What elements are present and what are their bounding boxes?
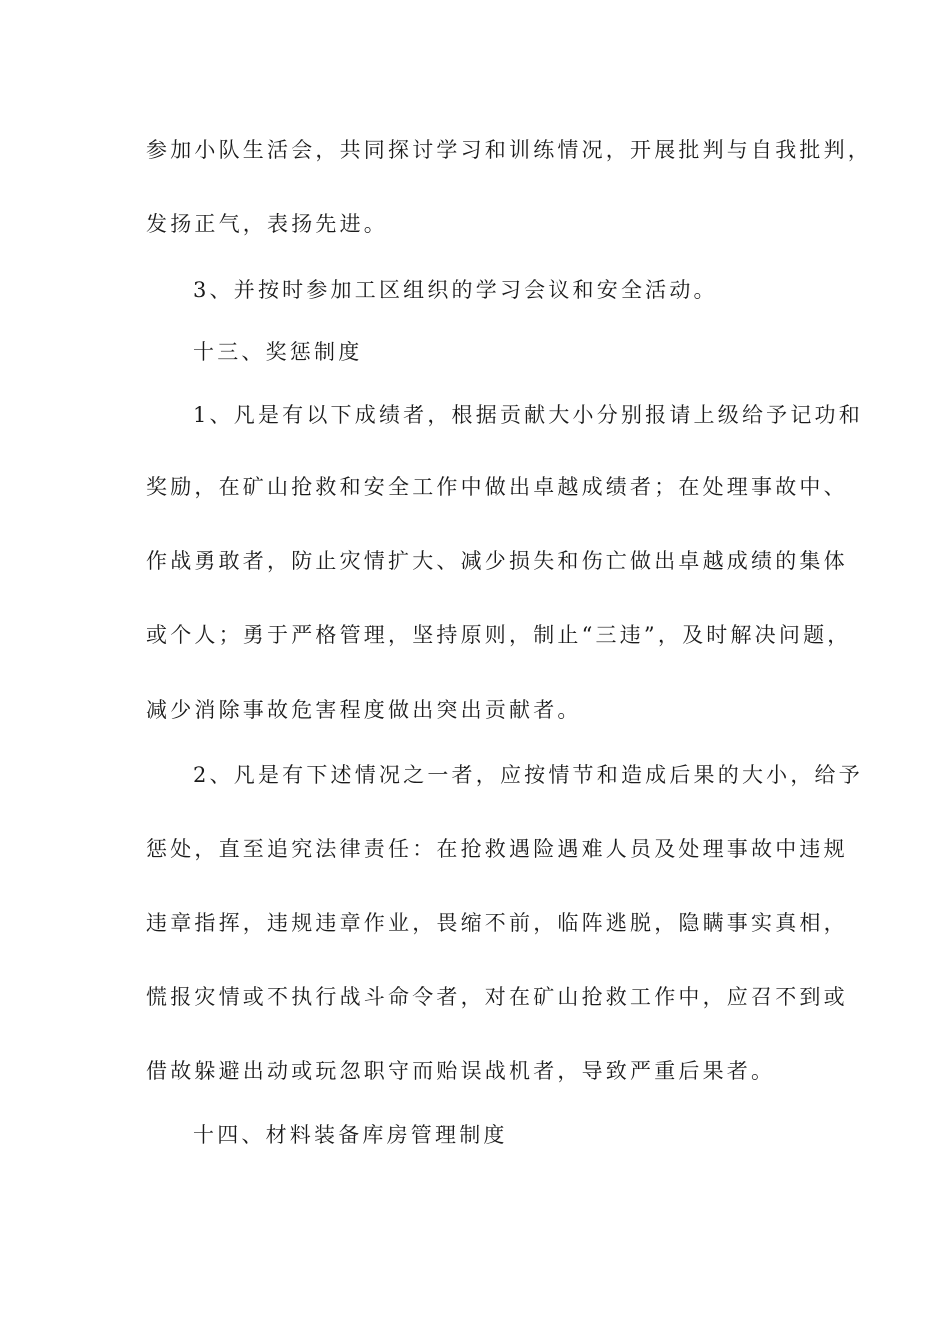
list-item: 3、并按时参加工区组织的学习会议和安全活动。 (193, 278, 718, 302)
section-heading: 十三、奖惩制度 (193, 340, 363, 364)
paragraph-line: 违章指挥，违规违章作业，畏缩不前，临阵逃脱，隐瞒事实真相， (146, 911, 848, 935)
paragraph-line: 借故躲避出动或玩忽职守而贻误战机者，导致严重后果者。 (146, 1059, 776, 1083)
list-item: 2、凡是有下述情况之一者，应按情节和造成后果的大小，给予 (193, 763, 863, 787)
paragraph-line: 慌报灾情或不执行战斗命令者，对在矿山抢救工作中，应召不到或 (146, 985, 848, 1009)
paragraph-line: 作战勇敢者，防止灾情扩大、减少损失和伤亡做出卓越成绩的集体 (146, 549, 848, 573)
paragraph-line: 发扬正气，表扬先进。 (146, 212, 388, 236)
list-item: 1、凡是有以下成绩者，根据贡献大小分别报请上级给予记功和 (193, 403, 863, 427)
paragraph-line: 奖励，在矿山抢救和安全工作中做出卓越成绩者；在处理事故中、 (146, 475, 848, 499)
paragraph-line: 减少消除事故危害程度做出突出贡献者。 (146, 698, 582, 722)
paragraph-line: 参加小队生活会，共同探讨学习和训练情况，开展批判与自我批判， (146, 138, 872, 162)
paragraph-line: 或个人；勇于严格管理，坚持原则，制止“三违”，及时解决问题， (146, 623, 852, 647)
paragraph-line: 惩处，直至追究法律责任：在抢救遇险遇难人员及处理事故中违规 (146, 837, 848, 861)
section-heading: 十四、材料装备库房管理制度 (193, 1123, 508, 1147)
